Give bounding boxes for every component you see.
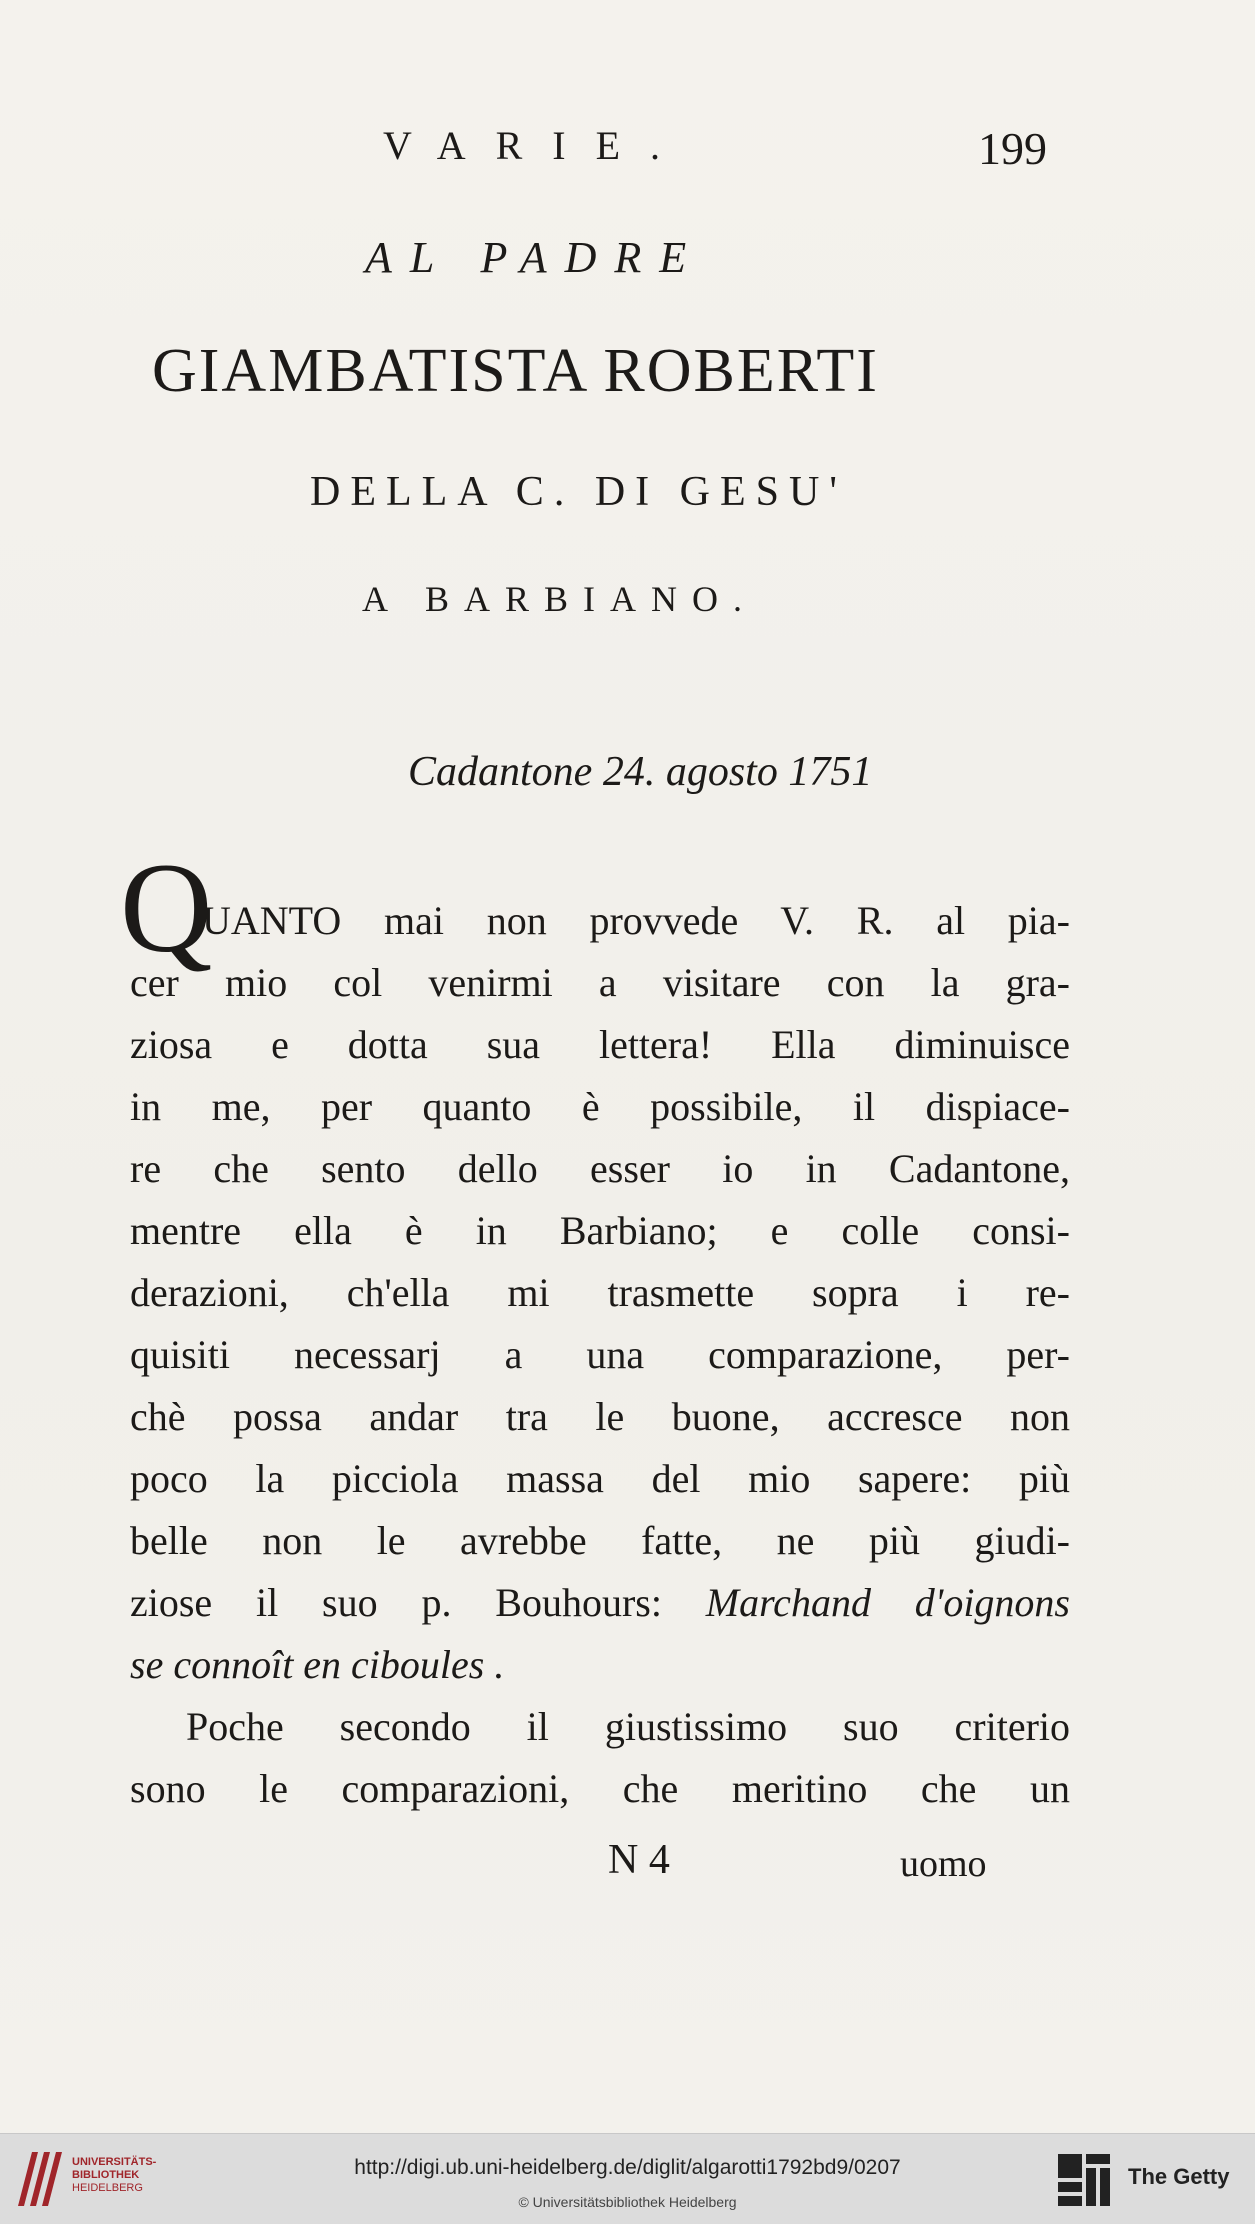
getty-logo-icon (1056, 2152, 1112, 2208)
partner-name: The Getty (1128, 2164, 1230, 2189)
text-line: UANTO mai non provvede V. R. al pia- (202, 898, 1070, 943)
viewer-footer (0, 2133, 1255, 2224)
title-line-1: AL PADRE (365, 233, 705, 282)
text-line-italic: se connoît en ciboules . (130, 1642, 505, 1687)
library-name-line: BIBLIOTHEK (72, 2169, 140, 2181)
text-line: quisiti necessarj a una comparazione, per- (130, 1332, 1070, 1377)
title-line-3: DELLA C. DI GESU' (310, 469, 847, 515)
text-line: mentre ella è in Barbiano; e colle consi- (130, 1208, 1070, 1253)
running-head: VARIE. (383, 123, 691, 168)
letter-body (130, 890, 1070, 1820)
text-line: sono le comparazioni, che meritino che un (130, 1766, 1070, 1811)
text-line: in me, per quanto è possibile, il dispiace- (130, 1084, 1070, 1129)
dateline: Cadantone 24. agosto 1751 (408, 749, 873, 795)
paragraph-start-line: Poche secondo il giustissimo suo criterio (186, 1704, 1070, 1749)
text-fragment: ziose il suo p. Bouhours: (130, 1580, 662, 1625)
text-line: ziosa e dotta sua lettera! Ella diminuisce (130, 1022, 1070, 1067)
permalink-url[interactable]: http://digi.ub.uni-heidelberg.de/diglit/algarotti1792bd9/0207 (354, 2156, 901, 2179)
catchword: uomo (900, 1843, 987, 1885)
page-number: 199 (978, 123, 1047, 174)
text-line: derazioni, ch'ella mi trasmette sopra i re- (130, 1270, 1070, 1315)
text-line-with-quote (130, 1572, 1070, 1634)
text-line: cer mio col venirmi a visitare con la gra- (130, 960, 1070, 1005)
title-line-2: GIAMBATISTA ROBERTI (152, 337, 879, 405)
text-line: chè possa andar tra le buone, accresce non (130, 1394, 1070, 1439)
copyright-notice: © Universitätsbibliothek Heidelberg (518, 2194, 737, 2210)
library-name-line: HEIDELBERG (72, 2182, 143, 2194)
signature-mark: N 4 (608, 1837, 670, 1883)
library-name-line: UNIVERSITÄTS- (72, 2156, 157, 2168)
text-line: belle non le avrebbe fatte, ne più giudi- (130, 1518, 1070, 1563)
drop-cap: Q (120, 837, 213, 979)
text-line: poco la picciola massa del mio sapere: più (130, 1456, 1070, 1501)
text-line: re che sento dello esser io in Cadantone, (130, 1146, 1070, 1191)
italic-quote: Marchand d'oignons (705, 1580, 1070, 1625)
title-line-4: A BARBIANO. (362, 579, 758, 619)
